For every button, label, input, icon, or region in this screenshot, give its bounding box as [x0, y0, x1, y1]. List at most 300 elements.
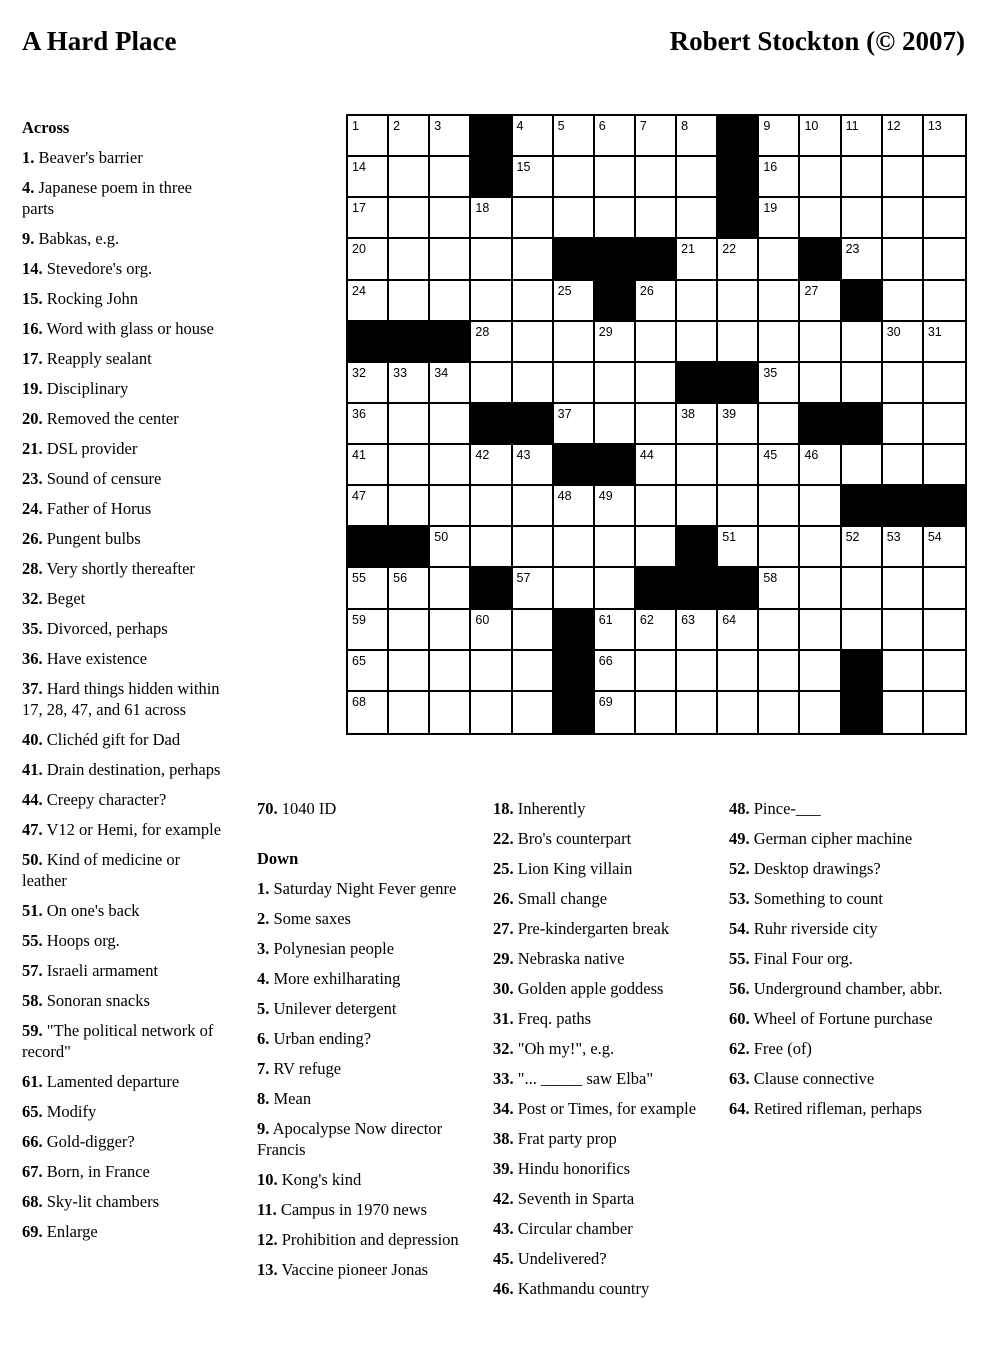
grid-cell[interactable]: [800, 486, 841, 527]
clue-number: 3.: [257, 939, 270, 958]
down-clue: [257, 1088, 462, 1109]
grid-cell[interactable]: [471, 610, 512, 651]
grid-cell[interactable]: [636, 692, 677, 733]
grid-cell[interactable]: [554, 486, 595, 527]
clue-text: Hindu honorifics: [517, 1159, 631, 1178]
across-clue: [257, 798, 462, 819]
black-square: [554, 610, 595, 651]
grid-cell[interactable]: [595, 486, 636, 527]
clue-number: 67.: [22, 1162, 43, 1181]
across-clue: [22, 147, 227, 168]
grid-cell[interactable]: [800, 651, 841, 692]
grid-cell[interactable]: [883, 404, 924, 445]
grid-cell[interactable]: [389, 486, 430, 527]
clue-text: Prohibition and depression: [281, 1230, 459, 1249]
grid-cell[interactable]: [471, 198, 512, 239]
grid-cell[interactable]: [554, 281, 595, 322]
grid-cell[interactable]: [636, 322, 677, 363]
clue-number: 2.: [257, 909, 270, 928]
grid-cell[interactable]: [883, 610, 924, 651]
grid-cell[interactable]: [389, 198, 430, 239]
grid-cell[interactable]: [595, 363, 636, 404]
clue-number: 50.: [22, 850, 43, 869]
cell-number: 60: [475, 612, 490, 627]
grid-cell[interactable]: [513, 198, 554, 239]
grid-cell[interactable]: [595, 157, 636, 198]
cell-number: 20: [352, 242, 366, 257]
grid-cell[interactable]: [348, 363, 389, 404]
grid-cell[interactable]: [842, 198, 883, 239]
cell-number: 41: [352, 448, 366, 463]
grid-cell[interactable]: [800, 157, 841, 198]
down-clue: [257, 998, 462, 1019]
clue-text: Desktop drawings?: [753, 859, 881, 878]
grid-cell[interactable]: [677, 281, 718, 322]
grid-cell[interactable]: [430, 116, 471, 157]
grid-cell[interactable]: [471, 692, 512, 733]
grid-cell[interactable]: [471, 527, 512, 568]
cell-number: 16: [763, 160, 778, 175]
grid-cell[interactable]: [389, 404, 430, 445]
grid-cell[interactable]: [759, 568, 800, 609]
grid-cell[interactable]: [389, 157, 430, 198]
grid-cell[interactable]: [677, 116, 718, 157]
grid-cell[interactable]: [842, 445, 883, 486]
grid-cell[interactable]: [471, 322, 512, 363]
grid-cell[interactable]: [471, 239, 512, 280]
grid-cell[interactable]: [800, 527, 841, 568]
clue-number: 18.: [493, 799, 514, 818]
grid-cell[interactable]: [800, 445, 841, 486]
clue-text: Polynesian people: [273, 939, 395, 958]
grid-cell[interactable]: [513, 281, 554, 322]
grid-cell[interactable]: [513, 527, 554, 568]
grid-cell[interactable]: [924, 445, 965, 486]
grid-cell[interactable]: [677, 239, 718, 280]
grid-cell[interactable]: [554, 116, 595, 157]
grid-cell[interactable]: [348, 568, 389, 609]
grid-cell[interactable]: [430, 527, 471, 568]
clue-text: Clichéd gift for Dad: [46, 730, 181, 749]
clue-text: Reapply sealant: [46, 349, 152, 368]
black-square: [554, 692, 595, 733]
down-clue: [729, 798, 969, 819]
down-clue: [493, 1218, 698, 1239]
grid-cell[interactable]: [554, 404, 595, 445]
grid-cell[interactable]: [430, 610, 471, 651]
grid-cell[interactable]: [513, 610, 554, 651]
grid-cell[interactable]: [430, 651, 471, 692]
grid-cell[interactable]: [348, 651, 389, 692]
grid-cell[interactable]: [636, 157, 677, 198]
grid-cell[interactable]: [883, 281, 924, 322]
cell-number: 19: [763, 201, 778, 216]
grid-cell[interactable]: [924, 157, 965, 198]
cell-number: 39: [722, 406, 737, 421]
grid-cell[interactable]: [389, 610, 430, 651]
clue-text: Small change: [517, 889, 608, 908]
clue-text: More exhilharating: [273, 969, 401, 988]
grid-cell[interactable]: [924, 527, 965, 568]
grid-cell[interactable]: [389, 445, 430, 486]
cell-number: 58: [763, 571, 778, 586]
grid-cell[interactable]: [636, 651, 677, 692]
grid-cell[interactable]: [718, 527, 759, 568]
grid-cell[interactable]: [842, 239, 883, 280]
cell-number: 2: [393, 119, 401, 133]
grid-cell[interactable]: [759, 157, 800, 198]
clue-number: 1.: [22, 148, 35, 167]
grid-cell[interactable]: [759, 486, 800, 527]
grid-cell[interactable]: [348, 281, 389, 322]
grid-cell[interactable]: [759, 239, 800, 280]
clue-number: 33.: [493, 1069, 514, 1088]
clue-column-4: [729, 798, 969, 1128]
grid-cell[interactable]: [718, 445, 759, 486]
clue-number: 9.: [257, 1119, 270, 1138]
down-clue: [493, 1098, 698, 1119]
grid-cell[interactable]: [636, 404, 677, 445]
grid-cell[interactable]: [430, 198, 471, 239]
grid-cell[interactable]: [348, 198, 389, 239]
grid-cell[interactable]: [677, 322, 718, 363]
grid-cell[interactable]: [389, 116, 430, 157]
black-square: [430, 322, 471, 363]
grid-cell[interactable]: [718, 486, 759, 527]
across-clue: [22, 1071, 227, 1092]
grid-cell[interactable]: [883, 527, 924, 568]
down-clue: [257, 1028, 462, 1049]
grid-cell[interactable]: [800, 116, 841, 157]
grid-cell[interactable]: [759, 363, 800, 404]
grid-cell[interactable]: [759, 610, 800, 651]
grid-cell[interactable]: [677, 692, 718, 733]
grid-cell[interactable]: [595, 116, 636, 157]
clue-number: 60.: [729, 1009, 750, 1028]
grid-cell[interactable]: [430, 568, 471, 609]
grid-cell[interactable]: [389, 692, 430, 733]
grid-cell[interactable]: [842, 116, 883, 157]
grid-cell[interactable]: [718, 322, 759, 363]
down-clue: [257, 968, 462, 989]
cell-number: 64: [722, 612, 737, 627]
grid-cell[interactable]: [595, 692, 636, 733]
grid-cell[interactable]: [595, 610, 636, 651]
down-clue: [493, 828, 698, 849]
clue-number: 55.: [729, 949, 750, 968]
grid-cell[interactable]: [430, 486, 471, 527]
grid-cell[interactable]: [759, 322, 800, 363]
black-square: [554, 239, 595, 280]
clue-number: 36.: [22, 649, 43, 668]
grid-cell[interactable]: [636, 486, 677, 527]
grid-cell[interactable]: [759, 198, 800, 239]
clue-text: Campus in 1970 news: [280, 1200, 428, 1219]
grid-cell[interactable]: [883, 363, 924, 404]
grid-cell[interactable]: [595, 322, 636, 363]
grid-cell[interactable]: [513, 116, 554, 157]
grid-cell[interactable]: [554, 157, 595, 198]
grid-cell[interactable]: [883, 116, 924, 157]
cell-number: 23: [845, 242, 860, 257]
black-square: [718, 363, 759, 404]
grid-cell[interactable]: [636, 610, 677, 651]
grid-cell[interactable]: [759, 116, 800, 157]
grid-cell[interactable]: [883, 651, 924, 692]
down-clue: [257, 1199, 462, 1220]
clue-number: 48.: [729, 799, 750, 818]
grid-cell[interactable]: [348, 239, 389, 280]
clue-text: Something to count: [753, 889, 883, 908]
black-square: [718, 198, 759, 239]
grid-cell[interactable]: [800, 692, 841, 733]
clue-text: Nebraska native: [517, 949, 625, 968]
across-clue: [22, 258, 227, 279]
black-square: [554, 445, 595, 486]
grid-cell[interactable]: [800, 610, 841, 651]
grid-cell[interactable]: [348, 610, 389, 651]
cell-number: 9: [763, 119, 771, 133]
grid-cell[interactable]: [554, 198, 595, 239]
grid-cell[interactable]: [513, 322, 554, 363]
clue-number: 10.: [257, 1170, 278, 1189]
black-square: [348, 527, 389, 568]
black-square: [842, 404, 883, 445]
grid-cell[interactable]: [348, 404, 389, 445]
grid-cell[interactable]: [883, 692, 924, 733]
clue-number: 29.: [493, 949, 514, 968]
grid-cell[interactable]: [554, 527, 595, 568]
cell-number: 48: [557, 489, 572, 504]
grid-cell[interactable]: [759, 404, 800, 445]
grid-cell[interactable]: [800, 281, 841, 322]
grid-cell[interactable]: [759, 692, 800, 733]
black-square: [636, 568, 677, 609]
grid-cell[interactable]: [924, 568, 965, 609]
across-clue: [22, 1191, 227, 1212]
grid-cell[interactable]: [924, 198, 965, 239]
black-square: [842, 281, 883, 322]
grid-cell[interactable]: [636, 527, 677, 568]
grid-cell[interactable]: [348, 157, 389, 198]
grid-cell[interactable]: [554, 322, 595, 363]
grid-cell[interactable]: [389, 568, 430, 609]
grid-cell[interactable]: [430, 692, 471, 733]
grid-cell[interactable]: [513, 445, 554, 486]
grid-cell[interactable]: [924, 281, 965, 322]
clue-number: 9.: [22, 229, 35, 248]
clue-number: 53.: [729, 889, 750, 908]
grid-cell[interactable]: [513, 692, 554, 733]
cell-number: 13: [927, 119, 942, 133]
grid-cell[interactable]: [759, 281, 800, 322]
grid-cell[interactable]: [883, 445, 924, 486]
clue-text: Ruhr riverside city: [753, 919, 878, 938]
grid-cell[interactable]: [718, 692, 759, 733]
grid-cell[interactable]: [718, 404, 759, 445]
grid-cell[interactable]: [636, 281, 677, 322]
grid-cell[interactable]: [471, 445, 512, 486]
grid-cell[interactable]: [842, 157, 883, 198]
grid-cell[interactable]: [554, 568, 595, 609]
grid-cell[interactable]: [677, 486, 718, 527]
grid-cell[interactable]: [513, 239, 554, 280]
black-square: [595, 445, 636, 486]
grid-cell[interactable]: [924, 610, 965, 651]
grid-cell[interactable]: [924, 239, 965, 280]
across-clue: [22, 348, 227, 369]
grid-cell[interactable]: [842, 527, 883, 568]
clue-text: Father of Horus: [46, 499, 152, 518]
grid-cell[interactable]: [389, 239, 430, 280]
grid-cell[interactable]: [924, 363, 965, 404]
across-clue: [22, 648, 227, 669]
grid-cell[interactable]: [677, 445, 718, 486]
grid-cell[interactable]: [842, 568, 883, 609]
clue-text: Seventh in Sparta: [517, 1189, 635, 1208]
grid-cell[interactable]: [348, 445, 389, 486]
clue-text: Beaver's barrier: [38, 148, 143, 167]
clue-number: 26.: [22, 529, 43, 548]
grid-cell[interactable]: [430, 239, 471, 280]
grid-cell[interactable]: [430, 445, 471, 486]
grid-cell[interactable]: [595, 568, 636, 609]
down-clue: [729, 1038, 969, 1059]
grid-cell[interactable]: [513, 568, 554, 609]
clue-text: Pre-kindergarten break: [517, 919, 670, 938]
grid-cell[interactable]: [677, 404, 718, 445]
grid-cell[interactable]: [883, 198, 924, 239]
clue-number: 13.: [257, 1260, 278, 1279]
black-square: [677, 363, 718, 404]
grid-cell[interactable]: [430, 157, 471, 198]
clue-text: Undelivered?: [517, 1249, 607, 1268]
grid-cell[interactable]: [471, 281, 512, 322]
grid-cell[interactable]: [595, 527, 636, 568]
cell-number: 3: [434, 119, 442, 133]
grid-cell[interactable]: [677, 157, 718, 198]
grid-cell[interactable]: [924, 651, 965, 692]
grid-cell[interactable]: [471, 651, 512, 692]
grid-cell[interactable]: [883, 157, 924, 198]
grid-cell[interactable]: [513, 651, 554, 692]
black-square: [348, 322, 389, 363]
grid-cell[interactable]: [513, 157, 554, 198]
clue-text: DSL provider: [46, 439, 138, 458]
grid-cell[interactable]: [595, 404, 636, 445]
clue-number: 11.: [257, 1200, 277, 1219]
across-clue: [22, 618, 227, 639]
clue-number: 8.: [257, 1089, 270, 1108]
clue-text: Circular chamber: [517, 1219, 633, 1238]
down-clue: [257, 938, 462, 959]
clue-number: 59.: [22, 1021, 43, 1040]
cell-number: 38: [681, 406, 695, 421]
grid-cell[interactable]: [718, 651, 759, 692]
grid-cell[interactable]: [389, 651, 430, 692]
grid-cell[interactable]: [800, 568, 841, 609]
down-clue: [257, 908, 462, 929]
clue-text: Gold-digger?: [46, 1132, 135, 1151]
down-clue: [257, 1259, 462, 1280]
down-clue: [729, 1068, 969, 1089]
black-square: [471, 404, 512, 445]
grid-cell[interactable]: [513, 363, 554, 404]
grid-cell[interactable]: [430, 363, 471, 404]
grid-cell[interactable]: [636, 363, 677, 404]
grid-cell[interactable]: [471, 363, 512, 404]
clue-number: 47.: [22, 820, 43, 839]
grid-cell[interactable]: [636, 198, 677, 239]
grid-cell[interactable]: [924, 322, 965, 363]
grid-cell[interactable]: [595, 198, 636, 239]
grid-cell[interactable]: [389, 281, 430, 322]
grid-cell[interactable]: [595, 651, 636, 692]
grid-cell[interactable]: [883, 322, 924, 363]
clue-text: Israeli armament: [46, 961, 159, 980]
grid-cell[interactable]: [554, 363, 595, 404]
grid-cell[interactable]: [800, 198, 841, 239]
grid-cell[interactable]: [842, 322, 883, 363]
down-clue: [493, 948, 698, 969]
clue-text: Inherently: [517, 799, 586, 818]
grid-cell[interactable]: [348, 692, 389, 733]
grid-cell[interactable]: [759, 445, 800, 486]
clue-number: 4.: [257, 969, 270, 988]
grid-cell[interactable]: [348, 486, 389, 527]
grid-cell[interactable]: [924, 404, 965, 445]
cell-number: 66: [598, 653, 613, 668]
grid-cell[interactable]: [677, 610, 718, 651]
across-clue: [22, 789, 227, 810]
grid-cell[interactable]: [842, 363, 883, 404]
grid-cell[interactable]: [800, 322, 841, 363]
clue-number: 24.: [22, 499, 43, 518]
grid-cell[interactable]: [677, 651, 718, 692]
black-square: [924, 486, 965, 527]
grid-cell[interactable]: [800, 363, 841, 404]
grid-cell[interactable]: [348, 116, 389, 157]
grid-cell[interactable]: [759, 651, 800, 692]
cell-number: 63: [681, 612, 695, 627]
clue-number: 16.: [22, 319, 43, 338]
grid-cell[interactable]: [924, 116, 965, 157]
grid-cell[interactable]: [430, 404, 471, 445]
grid-cell[interactable]: [883, 568, 924, 609]
clue-text: Unilever detergent: [273, 999, 397, 1018]
clue-number: 6.: [257, 1029, 270, 1048]
grid-cell[interactable]: [513, 486, 554, 527]
grid-cell[interactable]: [718, 281, 759, 322]
grid-cell[interactable]: [718, 610, 759, 651]
grid-cell[interactable]: [759, 527, 800, 568]
grid-cell[interactable]: [924, 692, 965, 733]
down-clue: [493, 978, 698, 999]
cell-number: 32: [352, 365, 366, 380]
grid-cell[interactable]: [430, 281, 471, 322]
grid-cell[interactable]: [471, 486, 512, 527]
grid-cell[interactable]: [636, 445, 677, 486]
clue-text: Vaccine pioneer Jonas: [281, 1260, 429, 1279]
grid-cell[interactable]: [842, 610, 883, 651]
grid-cell[interactable]: [636, 116, 677, 157]
clue-number: 30.: [493, 979, 514, 998]
grid-cell[interactable]: [389, 363, 430, 404]
grid-cell[interactable]: [718, 239, 759, 280]
cell-number: 17: [352, 201, 366, 216]
grid-cell[interactable]: [677, 198, 718, 239]
grid-cell[interactable]: [883, 239, 924, 280]
